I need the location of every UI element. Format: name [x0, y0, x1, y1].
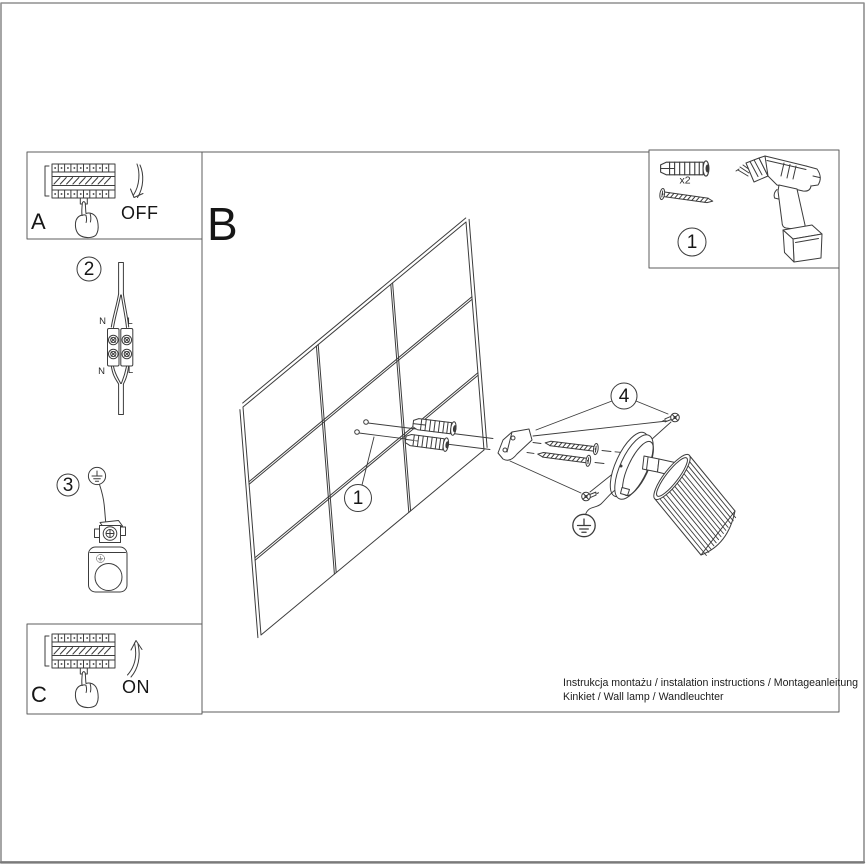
- footer-line-2: Kinkiet / Wall lamp / Wandleuchter: [563, 690, 724, 703]
- callout-number-1-parts: 1: [686, 231, 698, 253]
- on-label: ON: [122, 677, 150, 697]
- terminal-block: [108, 329, 133, 367]
- callout-number-3: 3: [62, 474, 74, 496]
- panel-a-label: A: [31, 209, 46, 234]
- callout-number-2: 2: [83, 258, 95, 280]
- panel-c-label: C: [31, 682, 47, 707]
- ground-icon-main: [573, 514, 595, 536]
- panel-b-label: B: [207, 198, 238, 250]
- drill-hole-bottom: [355, 430, 360, 435]
- wire-neutral-top: [111, 294, 120, 328]
- anchor-qty-label: x2: [679, 174, 691, 187]
- cable-bottom: [119, 384, 124, 415]
- wire-neutral-bottom: [111, 366, 120, 384]
- wire-label-l-top: L: [127, 315, 133, 327]
- wire-label-n-bottom: N: [98, 365, 105, 377]
- earth-terminal: [95, 521, 126, 543]
- cable-top: [119, 263, 124, 295]
- earth-wire: [100, 485, 106, 524]
- off-label: OFF: [121, 203, 159, 223]
- ground-icon: [88, 467, 105, 484]
- mounting-bracket-plate: [89, 547, 128, 592]
- wire-label-n-top: N: [99, 316, 106, 328]
- wire-label-l-bottom: L: [127, 364, 134, 376]
- callout-number-1-wall: 1: [352, 487, 364, 509]
- wiring-diagram: [77, 257, 133, 415]
- footer-line-1: Instrukcja montażu / instalation instructions / Montageanleitung: [563, 677, 859, 689]
- drill-hole-top: [364, 420, 369, 425]
- callout-number-4: 4: [618, 385, 630, 407]
- footer-text: [563, 677, 858, 704]
- cable-gland: [621, 488, 630, 496]
